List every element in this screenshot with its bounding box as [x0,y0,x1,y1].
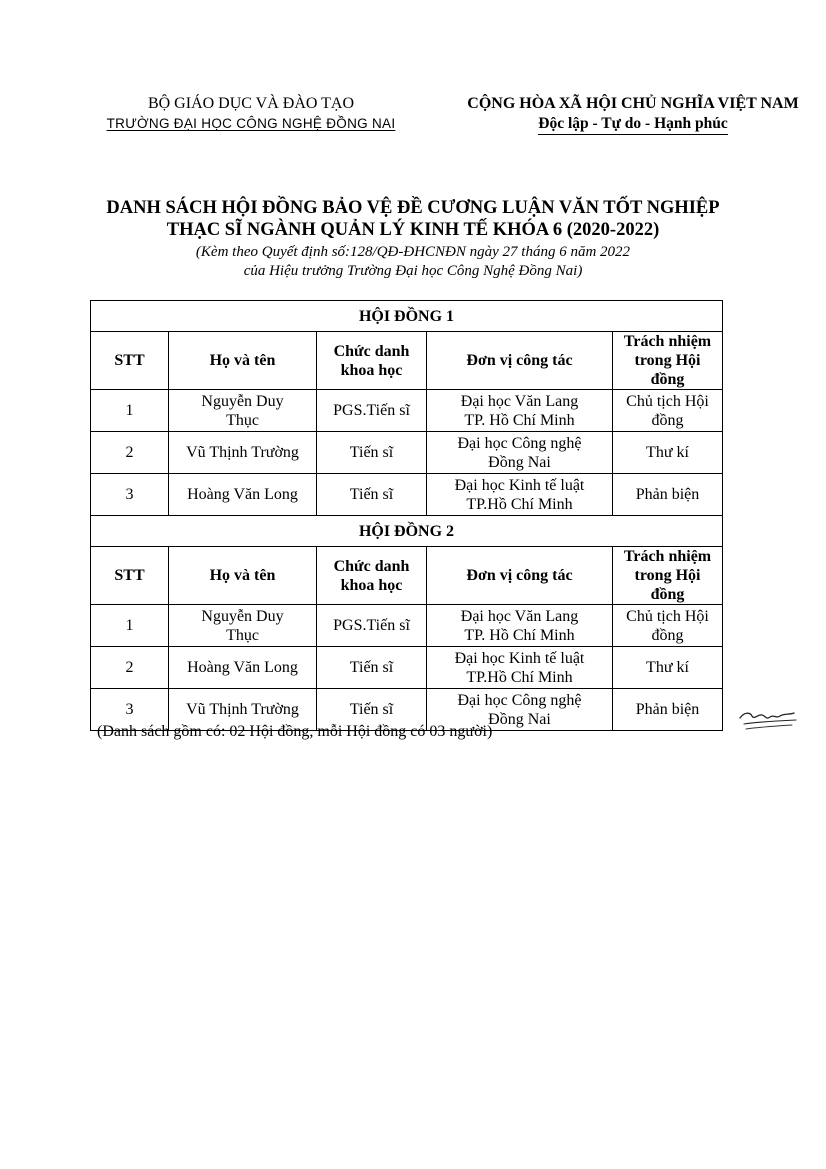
document-title [40,197,786,241]
cell-name: Hoàng Văn Long [169,474,317,516]
cell-stt: 3 [91,689,169,731]
col-stt: STT [91,547,169,605]
initials-signature [736,704,800,734]
cell-unit: Đại học Văn Lang TP. Hồ Chí Minh [427,605,613,647]
cell-role: Thư kí [613,432,723,474]
ministry-name: BỘ GIÁO DỤC VÀ ĐÀO TẠO [147,95,355,112]
issuer-header [86,94,416,134]
cell-title: Tiến sĩ [317,474,427,516]
cell-role: Phản biện [613,689,723,731]
council-table [90,300,723,731]
col-unit: Đơn vị công tác [427,332,613,390]
list-summary-note: (Danh sách gồm có: 02 Hội đồng, mỗi Hội đồng có 03 người) [97,723,493,740]
title-line-2: THẠC SĨ NGÀNH QUẢN LÝ KINH TẾ KHÓA 6 (2020-2022) [166,220,660,240]
council-1-title: HỘI ĐỒNG 1 [91,301,723,332]
cell-name: Vũ Thịnh Trường [169,689,317,731]
cell-stt: 2 [91,432,169,474]
cell-role: Phản biện [613,474,723,516]
cell-title: Tiến sĩ [317,689,427,731]
col-role: Trách nhiệm trong Hội đồng [613,332,723,390]
table-row [91,474,723,516]
col-name: Họ và tên [169,547,317,605]
decision-line-1: (Kèm theo Quyết định số:128/QĐ-ĐHCNĐN ngày 27 tháng 6 năm 2022 [195,244,631,260]
republic-name: CỘNG HÒA XÃ HỘI CHỦ NGHĨA VIỆT NAM [467,95,799,112]
cell-stt: 3 [91,474,169,516]
council-2-title: HỘI ĐỒNG 2 [91,516,723,547]
cell-role: Chủ tịch Hội đồng [613,605,723,647]
col-unit: Đơn vị công tác [427,547,613,605]
cell-title: PGS.Tiến sĩ [317,390,427,432]
decision-reference [40,243,786,281]
cell-name: Nguyễn Duy Thục [169,390,317,432]
table-row [91,605,723,647]
council-2-header-row [91,547,723,605]
col-name: Họ và tên [169,332,317,390]
cell-stt: 2 [91,647,169,689]
cell-name: Nguyễn Duy Thục [169,605,317,647]
cell-title: Tiến sĩ [317,432,427,474]
cell-unit: Đại học Kinh tế luật TP.Hồ Chí Minh [427,474,613,516]
col-stt: STT [91,332,169,390]
table-row [91,432,723,474]
council-2-title-row [91,516,723,547]
national-header [448,94,818,135]
cell-name: Vũ Thịnh Trường [169,432,317,474]
col-title: Chức danh khoa học [317,547,427,605]
table-row [91,390,723,432]
cell-unit: Đại học Công nghệ Đồng Nai [427,432,613,474]
col-title: Chức danh khoa học [317,332,427,390]
cell-title: PGS.Tiến sĩ [317,605,427,647]
cell-role: Chủ tịch Hội đồng [613,390,723,432]
cell-unit: Đại học Công nghệ Đồng Nai [427,689,613,731]
school-name: TRƯỜNG ĐẠI HỌC CÔNG NGHỆ ĐỒNG NAI [106,116,396,131]
cell-title: Tiến sĩ [317,647,427,689]
col-role: Trách nhiệm trong Hội đồng [613,547,723,605]
national-motto: Độc lập - Tự do - Hạnh phúc [538,114,727,135]
cell-name: Hoàng Văn Long [169,647,317,689]
title-line-1: DANH SÁCH HỘI ĐỒNG BẢO VỆ ĐỀ CƯƠNG LUẬN VĂN TỐT NGHIỆP [106,198,720,218]
council-1-header-row [91,332,723,390]
cell-stt: 1 [91,390,169,432]
cell-unit: Đại học Kinh tế luật TP.Hồ Chí Minh [427,647,613,689]
table-row [91,647,723,689]
cell-stt: 1 [91,605,169,647]
decision-line-2: của Hiệu trưởng Trường Đại học Công Nghệ Đồng Nai) [243,263,583,279]
cell-role: Thư kí [613,647,723,689]
cell-unit: Đại học Văn Lang TP. Hồ Chí Minh [427,390,613,432]
council-1-title-row [91,301,723,332]
